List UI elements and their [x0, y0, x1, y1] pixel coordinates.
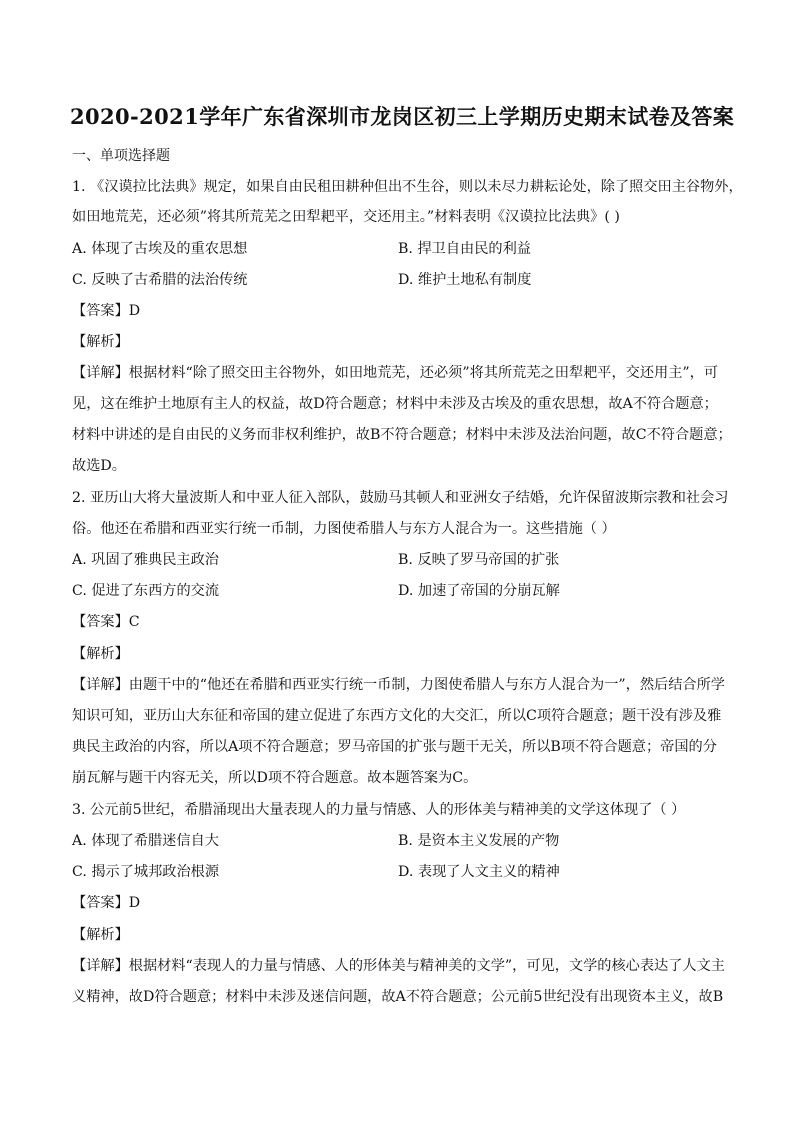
q3-detail-line2: 义精神，故D符合题意；材料中未涉及迷信问题，故A不符合题意；公元前5世纪没有出现资本主义，故B: [72, 989, 724, 1005]
q1-option-b: B. 捍卫自由民的利益: [398, 241, 531, 257]
q1-stem-line2: 如田地荒芜，还必须”将其所荒芜之田犁耙平，交还用主。”材料表明《汉谟拉比法典》( ): [72, 209, 620, 225]
q2-stem-line1: 2. 亚历山大将大量波斯人和中亚人征入部队，鼓励马其顿人和亚洲女子结婚，允许保留波斯宗教和社会习: [72, 490, 729, 506]
q3-detail-line1: 【详解】根据材料“表现人的力量与情感、人的形体美与精神美的文学”，可见，文学的核心表达了人文主: [72, 958, 725, 974]
q1-option-a: A. 体现了古埃及的重农思想: [72, 241, 248, 257]
q2-detail-line2: 知识可知，亚历山大东征和帝国的建立促进了东西方文化的大交汇，所以C项符合题意；题干没有涉及雅: [72, 708, 722, 724]
q3-option-d: D. 表现了人文主义的精神: [398, 864, 560, 880]
q1-stem-line1: 1. 《汉谟拉比法典》规定，如果自由民租田耕种但出不生谷，则以未尽力耕耘论处，除了照交田主谷物外，: [72, 179, 743, 195]
q2-detail-line1: 【详解】由题干中的“他还在希腊和西亚实行统一币制，力图使希腊人与东方人混合为一”，然后结合所学: [72, 677, 725, 693]
q1-detail-line4: 故选D。: [72, 458, 126, 474]
q1-detail-line3: 材料中讲述的是自由民的义务而非权利维护，故B不符合题意；材料中未涉及法治问题，故C不符合题意；: [72, 427, 732, 443]
q2-detail-line4: 崩瓦解与题干内容无关，所以D项不符合题意。故本题答案为C。: [72, 770, 478, 786]
q3-option-b: B. 是资本主义发展的产物: [398, 833, 560, 849]
q2-stem-line2: 俗。他还在希腊和西亚实行统一币制，力图使希腊人与东方人混合为一。这些措施（ ）: [72, 521, 616, 537]
q3-analysis-label: 【解析】: [72, 927, 129, 943]
q2-analysis-label: 【解析】: [72, 646, 129, 662]
q3-answer: 【答案】D: [72, 895, 141, 911]
section-heading: 一、单项选择题: [72, 148, 170, 164]
q2-detail-line3: 典民主政治的内容，所以A项不符合题意；罗马帝国的扩张与题干无关，所以B项不符合题意；帝国的分: [72, 739, 717, 755]
q3-stem-line1: 3. 公元前5世纪，希腊涌现出大量表现人的力量与情感、人的形体美与精神美的文学这体现了（ ）: [72, 802, 686, 818]
q3-option-c: C. 揭示了城邦政治根源: [72, 864, 220, 880]
q1-answer: 【答案】D: [72, 303, 141, 319]
q1-detail-line1: 【详解】根据材料“除了照交田主谷物外，如田地荒芜，还必须”将其所荒芜之田犁耙平，交还用主”，可: [72, 365, 719, 381]
q2-option-b: B. 反映了罗马帝国的扩张: [398, 552, 560, 568]
q1-option-d: D. 维护土地私有制度: [398, 272, 532, 288]
q1-option-c: C. 反映了古希腊的法治传统: [72, 272, 248, 288]
q2-option-a: A. 巩固了雅典民主政治: [72, 552, 219, 568]
q1-analysis-label: 【解析】: [72, 334, 129, 350]
document-title: 2020-2021学年广东省深圳市龙岗区初三上学期历史期末试卷及答案: [70, 104, 735, 129]
q3-option-a: A. 体现了希腊迷信自大: [72, 833, 219, 849]
q1-detail-line2: 见，这在维护土地原有主人的权益，故D符合题意；材料中未涉及古埃及的重农思想，故A不符合题意；: [72, 396, 718, 412]
q2-answer: 【答案】C: [72, 614, 140, 630]
q2-option-c: C. 促进了东西方的交流: [72, 583, 220, 599]
q2-option-d: D. 加速了帝国的分崩瓦解: [398, 583, 560, 599]
